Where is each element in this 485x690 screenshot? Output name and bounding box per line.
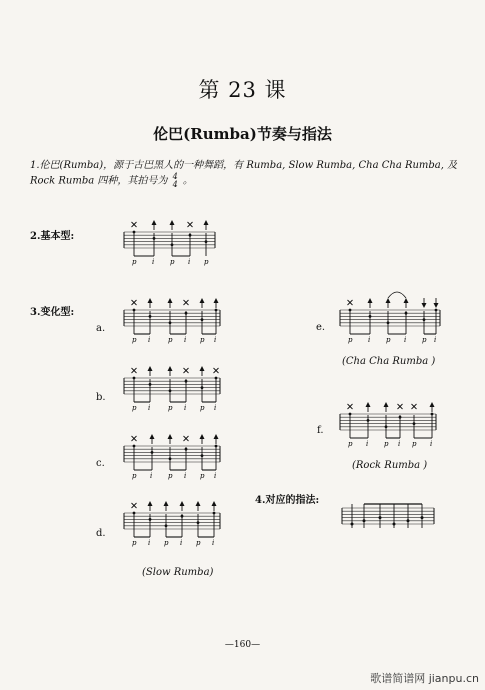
finger-letter: i [184,404,187,412]
note-head [385,425,388,428]
finger-letter: i [404,336,407,344]
note-head [349,309,352,312]
variation-label-f: f. [317,425,324,436]
section-variations-label: 3.变化型: [30,307,75,318]
note-head [405,312,408,315]
strum-up-arrow [212,501,217,506]
note-head [351,523,354,526]
finger-letter: p [412,440,417,448]
finger-letter: i [398,440,401,448]
strum-up-arrow [180,501,185,506]
finger-letter: p [132,472,137,480]
page-subtitle: 伦巴(Rumba)节奏与指法 [153,125,332,143]
finger-letter: p [200,472,205,480]
note-head [387,321,390,324]
finger-letter: p [132,404,137,412]
finger-letter: p [348,440,353,448]
note-head [149,518,152,521]
variation-label-e: e. [316,322,326,333]
note-head [205,240,208,243]
note-head [181,515,184,518]
caption-rock-rumba: (Rock Rumba ) [352,460,428,471]
intro-line-2-text: Rock Rumba 四种，其拍号为 [30,175,168,187]
variation-a-staff [120,294,226,352]
variation-label-c: c. [96,458,105,469]
finger-letter: p [168,336,173,344]
finger-letter: p [386,336,391,344]
finger-letter: i [212,539,215,547]
note-head [215,377,218,380]
strum-up-arrow [200,434,205,439]
finger-letter: i [150,472,153,480]
note-head [369,315,372,318]
lesson-title: 第 23 课 [198,78,287,102]
note-head [201,454,204,457]
finger-letter: p [200,336,205,344]
strum-up-arrow [214,298,219,303]
note-head [169,321,172,324]
note-head [393,523,396,526]
strum-up-arrow [204,220,209,225]
finger-letter: i [184,336,187,344]
strum-down-arrow [422,303,427,308]
finger-letter: i [148,336,151,344]
strum-up-arrow [152,220,157,225]
finger-letter: i [366,440,369,448]
note-head [169,389,172,392]
finger-letter: i [214,336,217,344]
note-head [189,234,192,237]
variation-label-b: b. [96,392,106,403]
note-head [185,380,188,383]
variation-c-staff [120,430,226,488]
finger-letter: i [214,404,217,412]
note-head [431,413,434,416]
note-head [185,312,188,315]
note-head [201,318,204,321]
site-watermark: 歌谱简谱网 jianpu.cn [370,672,479,685]
strum-up-arrow [148,366,153,371]
finger-letter: p [196,539,201,547]
note-head [133,445,136,448]
finger-letter: i [148,404,151,412]
strum-up-arrow [170,220,175,225]
note-head [407,519,410,522]
finger-letter: i [214,472,217,480]
variation-e-staff [336,290,446,350]
finger-letter: p [132,258,137,266]
strum-up-arrow [404,298,409,303]
strum-up-arrow [214,434,219,439]
finger-letter: p [132,336,137,344]
finger-letter: p [204,258,209,266]
finger-letter: i [188,258,191,266]
finger-letter: p [200,404,205,412]
variation-label-d: d. [96,528,106,539]
strum-up-arrow [200,366,205,371]
finger-letter: p [168,472,173,480]
finger-letter: p [170,258,175,266]
note-head [367,419,370,422]
strum-up-arrow [164,501,169,506]
tie-arc [388,292,406,298]
note-head [399,416,402,419]
finger-letter: p [384,440,389,448]
variation-b-staff [120,362,226,420]
time-signature-top: 4 [172,172,178,181]
strum-up-arrow [200,298,205,303]
page-number: —160— [224,640,261,650]
finger-letter: p [132,539,137,547]
note-head [169,457,172,460]
finger-letter: i [148,539,151,547]
variation-f-staff [336,396,442,456]
strum-up-arrow [366,402,371,407]
note-head [149,315,152,318]
note-head [215,309,218,312]
strum-up-arrow [386,298,391,303]
strum-up-arrow [148,501,153,506]
basic-pattern-staff [120,218,220,278]
finger-letter: i [184,472,187,480]
intro-line-2 [30,173,470,189]
strum-up-arrow [148,298,153,303]
note-head [423,318,426,321]
strum-up-arrow [168,366,173,371]
note-head [149,383,152,386]
note-head [435,309,438,312]
note-head [153,237,156,240]
caption-cha-cha-rumba: (Cha Cha Rumba ) [342,356,436,367]
note-head [379,516,382,519]
intro-line-1: 1.伦巴(Rumba)，源于古巴黑人的一种舞蹈，有 Rumba, Slow Rumba, Cha Cha Rumba, 及 [30,160,458,171]
note-head [213,512,216,515]
finger-letter: p [422,336,427,344]
note-head [201,386,204,389]
note-head [133,309,136,312]
note-head [413,422,416,425]
note-head [133,512,136,515]
note-head [197,521,200,524]
note-head [133,377,136,380]
note-head [185,448,188,451]
fingering-staff [338,498,438,540]
caption-slow-rumba: (Slow Rumba) [142,567,214,578]
strum-down-arrow [434,303,439,308]
note-head [363,519,366,522]
finger-letter: i [180,539,183,547]
strum-up-arrow [196,501,201,506]
note-head [349,413,352,416]
section-basic-label: 2.基本型: [30,231,75,242]
note-head [151,451,154,454]
strum-up-arrow [368,298,373,303]
finger-letter: p [348,336,353,344]
finger-letter: i [430,440,433,448]
finger-letter: i [434,336,437,344]
note-head [171,243,174,246]
finger-letter: p [164,539,169,547]
finger-letter: p [168,404,173,412]
intro-paragraph [30,158,470,189]
note-head [133,231,136,234]
note-head [215,445,218,448]
strum-up-arrow [168,298,173,303]
intro-line-2-end: 。 [182,175,193,187]
note-head [421,516,424,519]
strum-up-arrow [168,434,173,439]
variation-d-staff [120,497,226,559]
strum-up-arrow [384,402,389,407]
finger-letter: i [368,336,371,344]
section-fingering-label: 4.对应的指法: [255,495,320,506]
finger-letter: i [152,258,155,266]
strum-up-arrow [430,402,435,407]
time-signature-bottom: 4 [172,180,178,189]
strum-up-arrow [150,434,155,439]
time-signature [173,173,178,189]
variation-label-a: a. [96,323,106,334]
note-head [165,524,168,527]
